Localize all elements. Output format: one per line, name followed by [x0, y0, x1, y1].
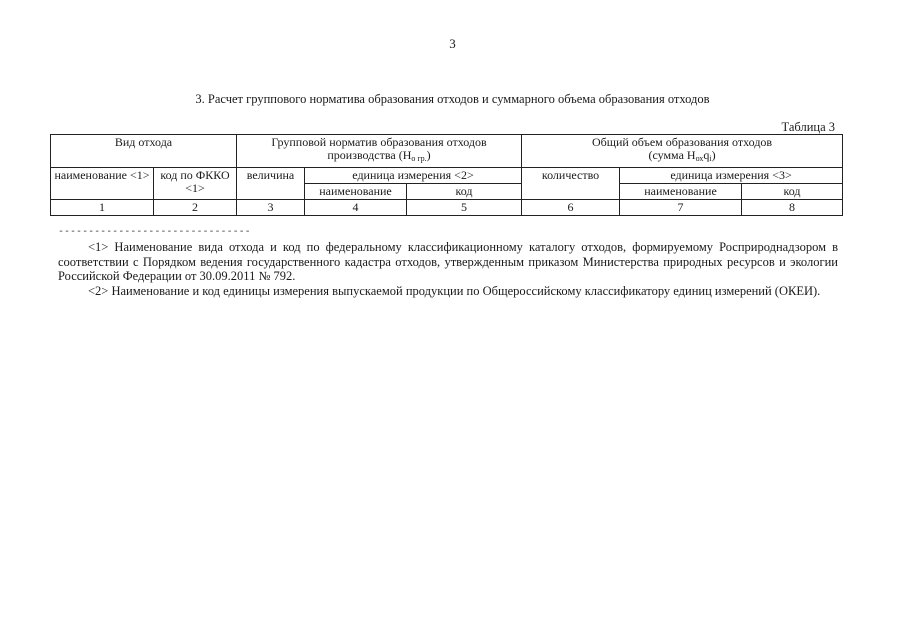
header-value-text: величина	[246, 168, 295, 182]
header-unit-2-name-text: наименование	[319, 184, 392, 198]
column-number-8: 8	[742, 200, 843, 216]
header-unit-3-text: единица измерения <3>	[670, 168, 792, 182]
header-total-volume	[522, 135, 843, 168]
header-unit-2-text: единица измерения <2>	[352, 168, 474, 182]
header-total-sub2: i	[709, 154, 712, 163]
group-norm-table	[50, 134, 843, 216]
column-number-5: 5	[407, 200, 522, 216]
header-quantity-text: количество	[541, 168, 600, 182]
header-group-norm-line1: Групповой норматив образования отходов	[271, 135, 487, 149]
header-group-norm-suffix: )	[426, 148, 431, 162]
header-total-suffix: )	[711, 148, 716, 162]
column-number-7: 7	[620, 200, 742, 216]
header-total-line2: (сумма Н	[648, 148, 696, 162]
footnotes	[58, 240, 838, 298]
column-number-row	[51, 200, 843, 216]
header-total-line1: Общий объем образования отходов	[591, 135, 773, 149]
header-group-norm-line2: производства (Н	[327, 148, 412, 162]
header-unit-2-name	[305, 184, 407, 200]
page-number: 3	[449, 36, 456, 51]
header-name	[51, 168, 154, 200]
header-waste-type	[51, 135, 237, 168]
header-group-norm	[237, 135, 522, 168]
header-waste-type-text: Вид отхода	[114, 135, 173, 149]
header-unit-3-code-text: код	[783, 184, 801, 198]
header-value	[237, 168, 305, 200]
header-total-mid: q	[703, 148, 710, 162]
column-number-1: 1	[51, 200, 154, 216]
table-header-row-1	[51, 135, 843, 168]
header-quantity	[522, 168, 620, 200]
header-unit-3-name-text: наименование	[644, 184, 717, 198]
section-title: 3. Расчет группового норматива образования отходов и суммарного объема образования отходов	[195, 92, 710, 106]
header-unit-3-name	[620, 184, 742, 200]
column-number-6: 6	[522, 200, 620, 216]
header-unit-2-code-text: код	[455, 184, 473, 198]
header-fkko-code-text: код по ФККО <1>	[160, 168, 230, 195]
table-caption: Таблица 3	[781, 120, 835, 134]
header-unit-3-code	[742, 184, 843, 200]
header-group-norm-subscript: о гр.	[411, 154, 427, 163]
table-header-row-2	[51, 168, 843, 184]
header-name-text: наименование <1>	[54, 168, 150, 182]
footnote-1: <1> Наименование вида отхода и код по федеральному классификационному каталогу отходов, формируемому Росприроднадзором в соответствии с Порядком ведения государственного кадастра отходов, утвержденным приказом Министерства природных ресурсов и экологии Российской Федерации от 30.09.2011 № 792.	[58, 240, 838, 283]
footnote-separator: --------------------------------	[58, 226, 251, 237]
footnote-2: <2> Наименование и код единицы измерения выпускаемой продукции по Общероссийскому классификатору единиц измерений (ОКЕИ).	[88, 283, 821, 298]
column-number-3: 3	[237, 200, 305, 216]
header-unit-2	[305, 168, 522, 184]
column-number-2: 2	[154, 200, 237, 216]
header-total-sub1: ох	[695, 154, 704, 163]
header-fkko-code	[154, 168, 237, 200]
header-unit-3	[620, 168, 843, 184]
column-number-4: 4	[305, 200, 407, 216]
header-unit-2-code	[407, 184, 522, 200]
